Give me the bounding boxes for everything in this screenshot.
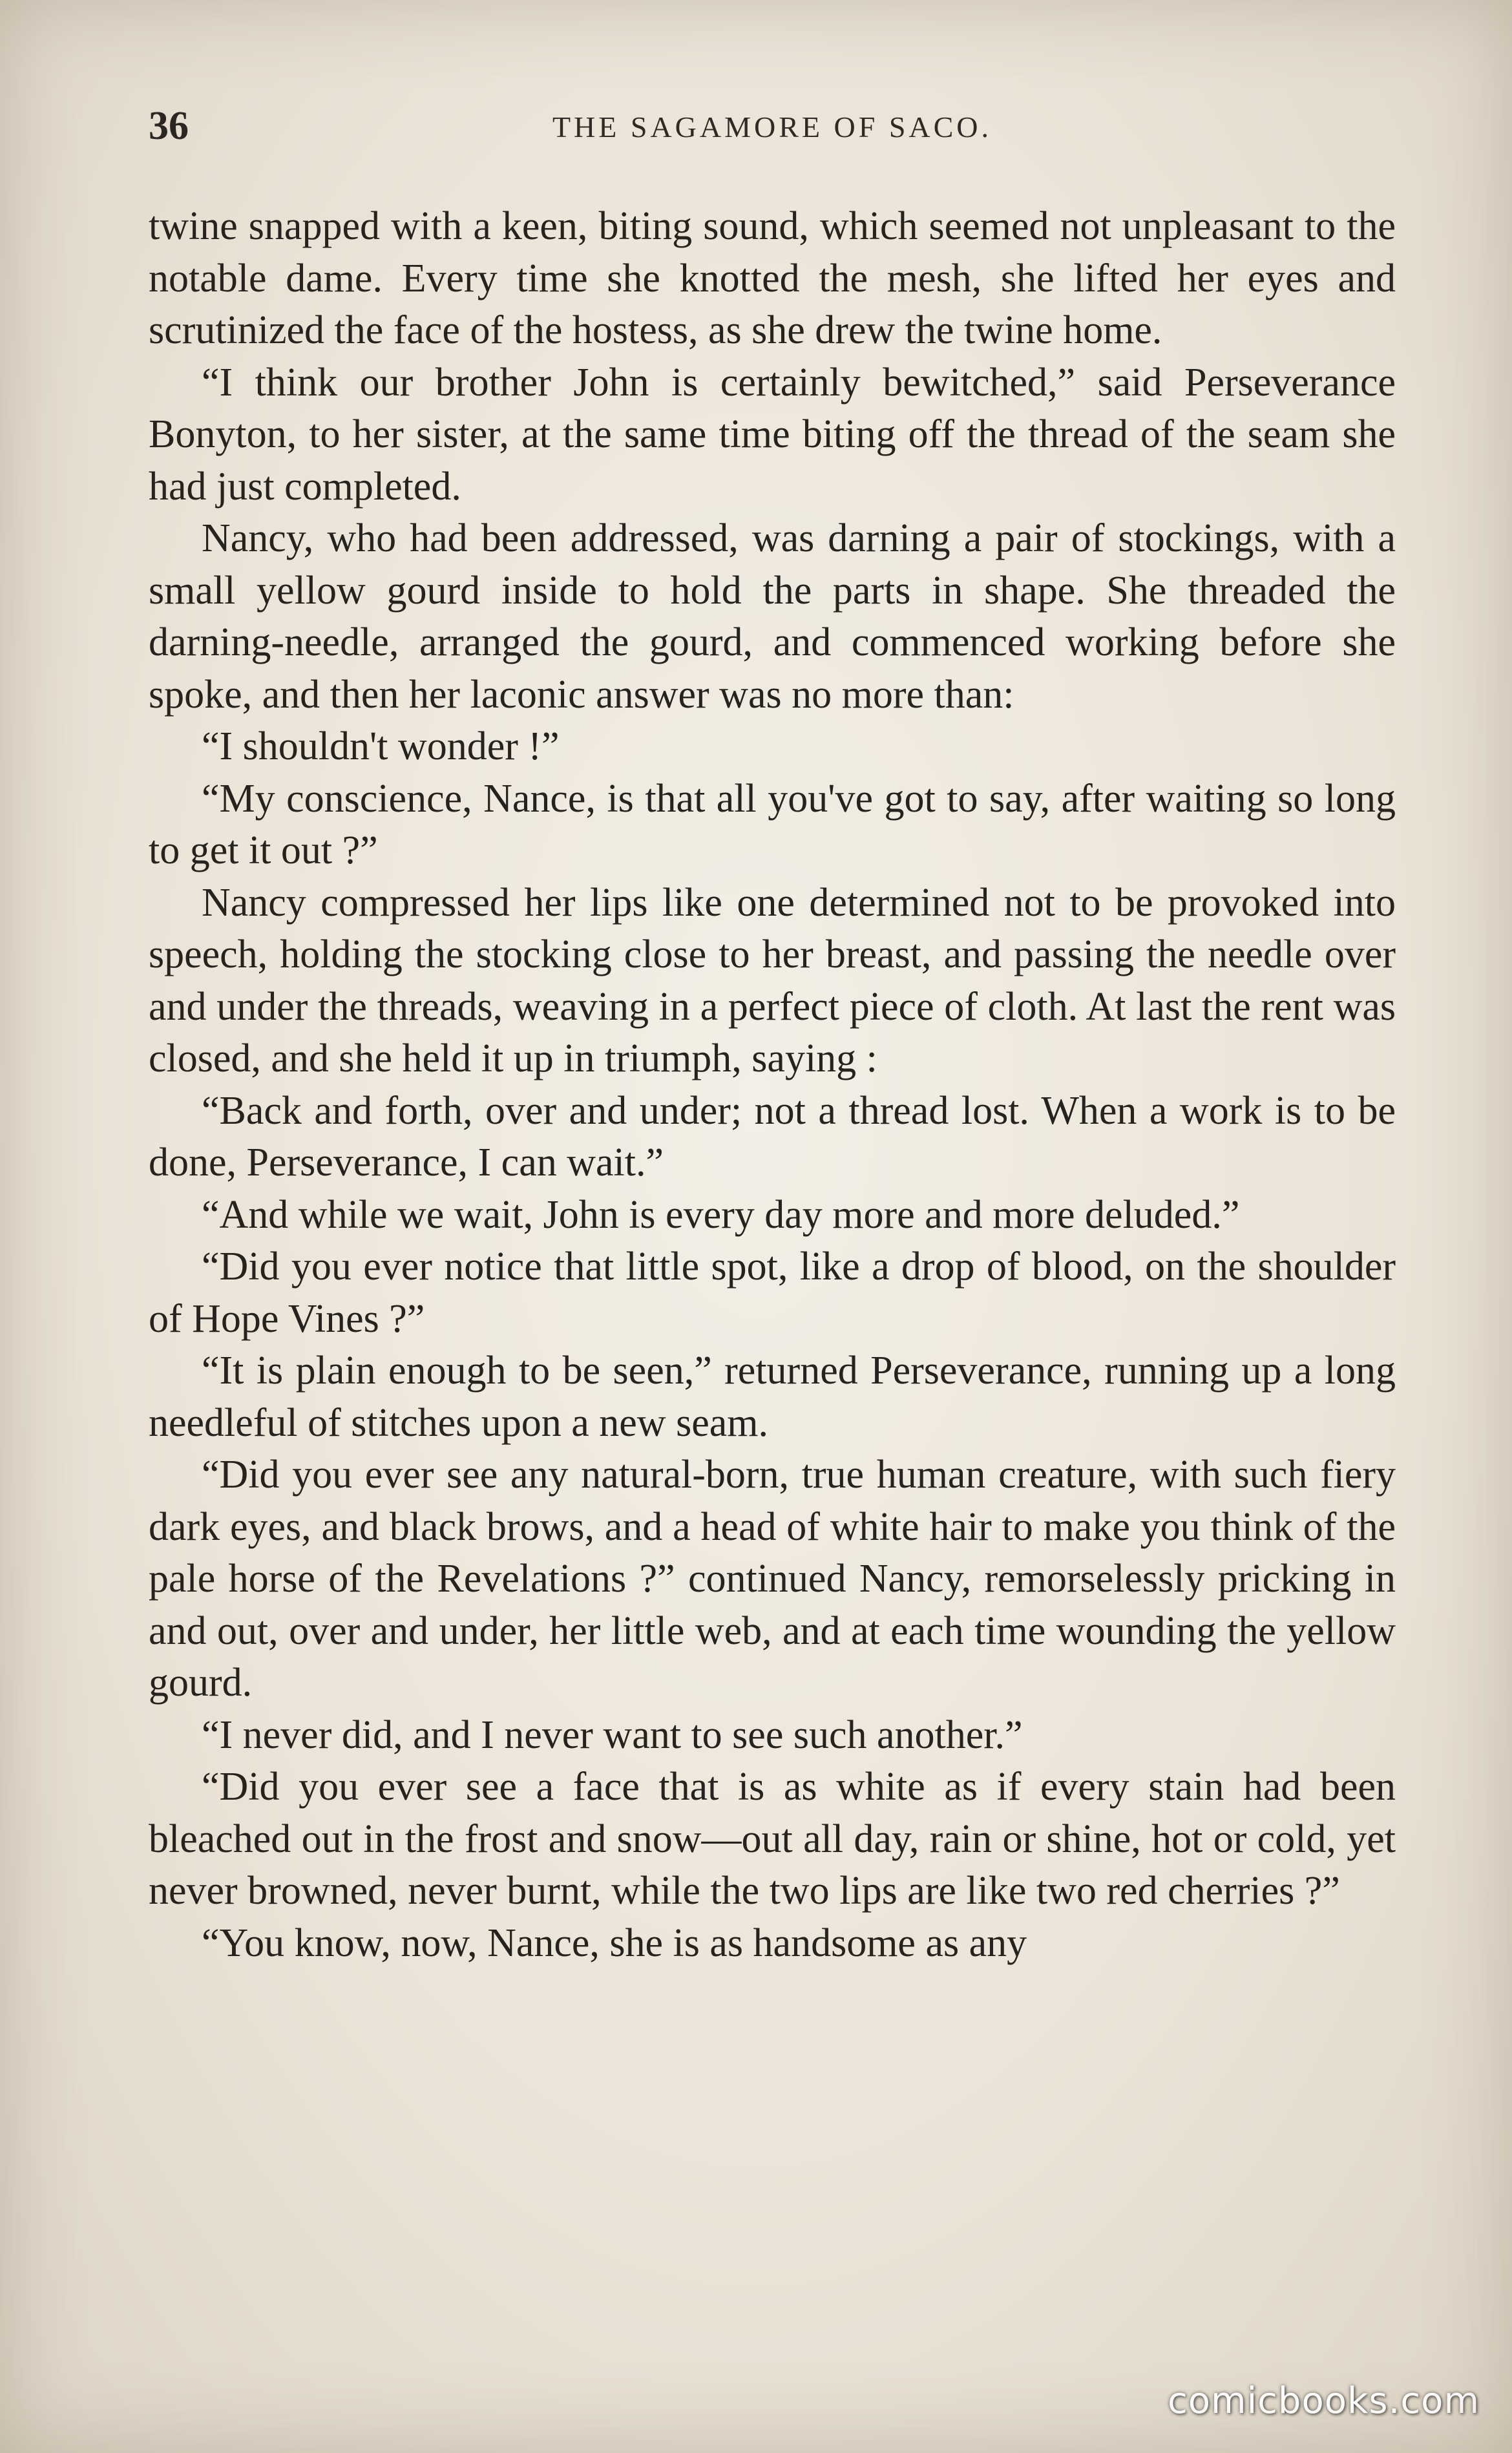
paragraph: “My conscience, Nance, is that all you've got to say, after waiting so long to get it out ?”	[149, 776, 1396, 872]
paragraph: “Back and forth, over and under; not a thread lost. When a work is to be done, Perseverance, I can wait.”	[149, 1088, 1396, 1184]
paragraph: “I think our brother John is certainly bewitched,” said Perseverance Bonyton, to her sister, at the same time biting off the thread of the seam she had just completed.	[149, 360, 1396, 509]
running-head	[149, 103, 1396, 162]
paragraph: “I shouldn't wonder !”	[202, 724, 560, 768]
paragraph: “Did you ever see any natural-born, true human creature, with such fiery dark eyes, and black brows, and a head of white hair to make you think of the pale horse of the Revelations ?” continued Nancy, remorselessly pricking in and out, over and under, her little web, and at each time wounding the yellow gourd.	[149, 1453, 1396, 1705]
paragraph-continued: twine snapped with a keen, biting sound, which seemed not unpleasant to the notable dame. Every time she knotted the mesh, she lifted her eyes and scrutinized the face of the hostess, as she drew the twine home.	[149, 204, 1396, 352]
paragraph: “And while we wait, John is every day more and more deluded.”	[202, 1192, 1240, 1237]
paragraph: Nancy compressed her lips like one determined not to be provoked into speech, holding the stocking close to her breast, and passing the needle over and under the threads, weaving in a perfect piece of cloth. At last the rent was closed, and she held it up in triumph, saying :	[149, 880, 1396, 1080]
paragraph: “It is plain enough to be seen,” returned Perseverance, running up a long needleful of stitches upon a new seam.	[149, 1349, 1396, 1445]
page-number: 36	[149, 104, 189, 148]
paragraph: “Did you ever notice that little spot, like a drop of blood, on the shoulder of Hope Vines ?”	[149, 1245, 1396, 1341]
paragraph: “You know, now, Nance, she is as handsome as any	[202, 1921, 1027, 1965]
body-text	[149, 200, 1396, 1969]
running-title: THE SAGAMORE OF SACO.	[552, 111, 992, 143]
paragraph: “Did you ever see a face that is as white as if every stain had been bleached out in the frost and snow—out all day, rain or shine, hot or cold, yet never browned, never burnt, while the two lips are like two red cherries ?”	[149, 1765, 1396, 1913]
paragraph: Nancy, who had been addressed, was darning a pair of stockings, with a small yellow gourd inside to hold the parts in shape. She threaded the darning-needle, arranged the gourd, and commenced working before she spoke, and then her laconic answer was no more than:	[149, 516, 1396, 717]
watermark: comicbooks.com	[1167, 2380, 1480, 2422]
paragraph: “I never did, and I never want to see such another.”	[202, 1712, 1023, 1757]
